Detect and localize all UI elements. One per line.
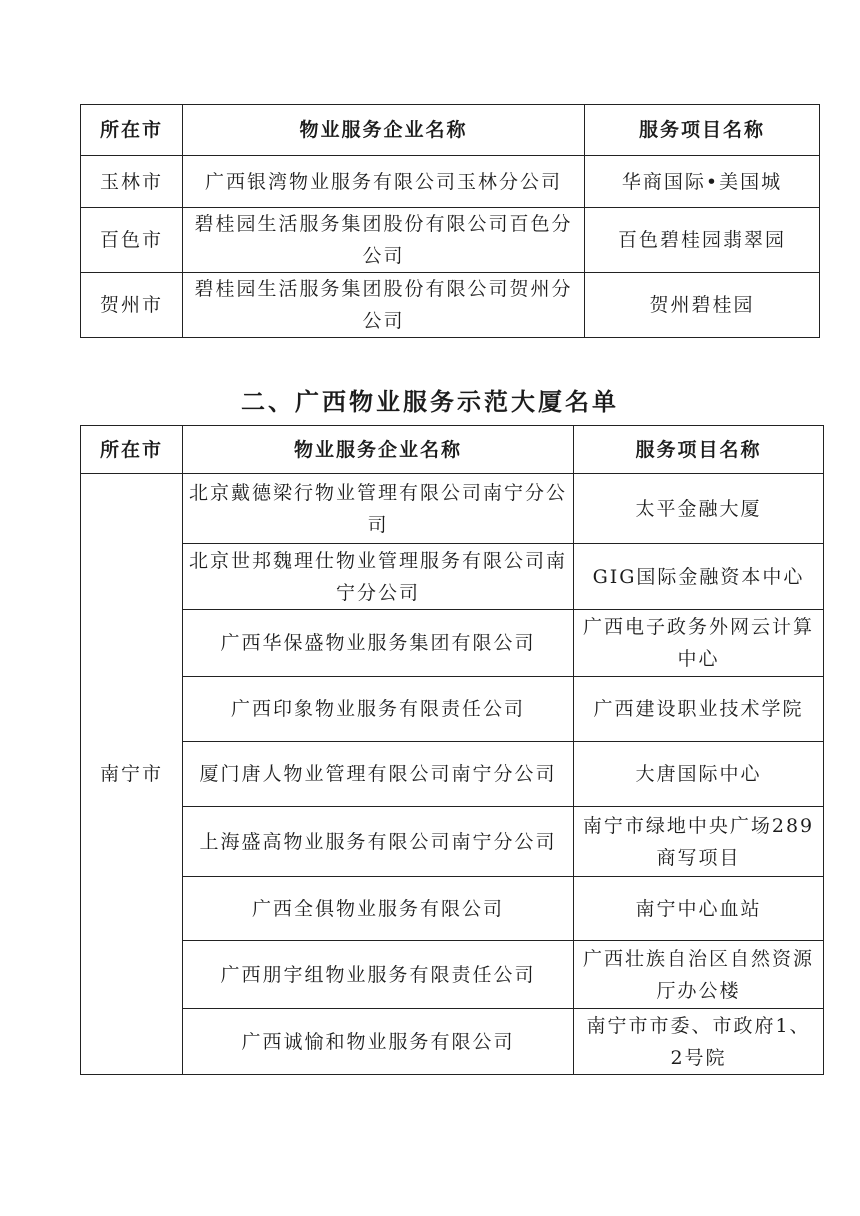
- table-row: [81, 677, 824, 742]
- project-cell: 百色碧桂园翡翠园: [585, 208, 820, 273]
- table-row: [81, 877, 824, 941]
- company-cell: 北京世邦魏理仕物业管理服务有限公司南宁分公司: [183, 544, 574, 610]
- project-cell: 太平金融大厦: [574, 474, 824, 544]
- project-cell: 广西壮族自治区自然资源厅办公楼: [574, 941, 824, 1009]
- company-cell: 广西朋宇组物业服务有限责任公司: [183, 941, 574, 1009]
- company-cell: 广西印象物业服务有限责任公司: [183, 677, 574, 742]
- project-cell: 南宁市绿地中央广场289商写项目: [574, 807, 824, 877]
- project-cell: 广西建设职业技术学院: [574, 677, 824, 742]
- table-header-row: [81, 426, 824, 474]
- company-cell: 广西诚愉和物业服务有限公司: [183, 1009, 574, 1075]
- company-cell: 广西全俱物业服务有限公司: [183, 877, 574, 941]
- table-demonstration-buildings: [80, 425, 824, 1075]
- city-cell: 贺州市: [81, 273, 183, 338]
- table-row: [81, 941, 824, 1009]
- city-cell: 玉林市: [81, 156, 183, 208]
- header-city: 所在市: [81, 426, 183, 474]
- header-project: 服务项目名称: [585, 105, 820, 156]
- table-row: [81, 474, 824, 544]
- project-cell: 广西电子政务外网云计算中心: [574, 610, 824, 677]
- company-cell: 北京戴德梁行物业管理有限公司南宁分公司: [183, 474, 574, 544]
- city-cell: 南宁市: [81, 474, 183, 1075]
- company-cell: 碧桂园生活服务集团股份有限公司贺州分公司: [183, 273, 585, 338]
- header-city: 所在市: [81, 105, 183, 156]
- project-cell: 南宁市市委、市政府1、2号院: [574, 1009, 824, 1075]
- table-row: [81, 544, 824, 610]
- table-demonstration-projects-continued: [80, 104, 820, 338]
- company-cell: 上海盛高物业服务有限公司南宁分公司: [183, 807, 574, 877]
- table-row: [81, 156, 820, 208]
- table-row: [81, 807, 824, 877]
- company-cell: 碧桂园生活服务集团股份有限公司百色分公司: [183, 208, 585, 273]
- project-cell: 贺州碧桂园: [585, 273, 820, 338]
- header-company: 物业服务企业名称: [183, 105, 585, 156]
- section-title: 二、广西物业服务示范大厦名单: [241, 388, 619, 416]
- project-cell: 大唐国际中心: [574, 742, 824, 807]
- table-row: [81, 742, 824, 807]
- city-cell: 百色市: [81, 208, 183, 273]
- project-cell: GIG国际金融资本中心: [574, 544, 824, 610]
- header-company: 物业服务企业名称: [183, 426, 574, 474]
- company-cell: 广西华保盛物业服务集团有限公司: [183, 610, 574, 677]
- company-cell: 厦门唐人物业管理有限公司南宁分公司: [183, 742, 574, 807]
- table-row: [81, 273, 820, 338]
- table-row: [81, 1009, 824, 1075]
- table-row: [81, 610, 824, 677]
- project-cell: 南宁中心血站: [574, 877, 824, 941]
- project-cell: 华商国际•美国城: [585, 156, 820, 208]
- header-project: 服务项目名称: [574, 426, 824, 474]
- company-cell: 广西银湾物业服务有限公司玉林分公司: [183, 156, 585, 208]
- table-row: [81, 208, 820, 273]
- table-header-row: [81, 105, 820, 156]
